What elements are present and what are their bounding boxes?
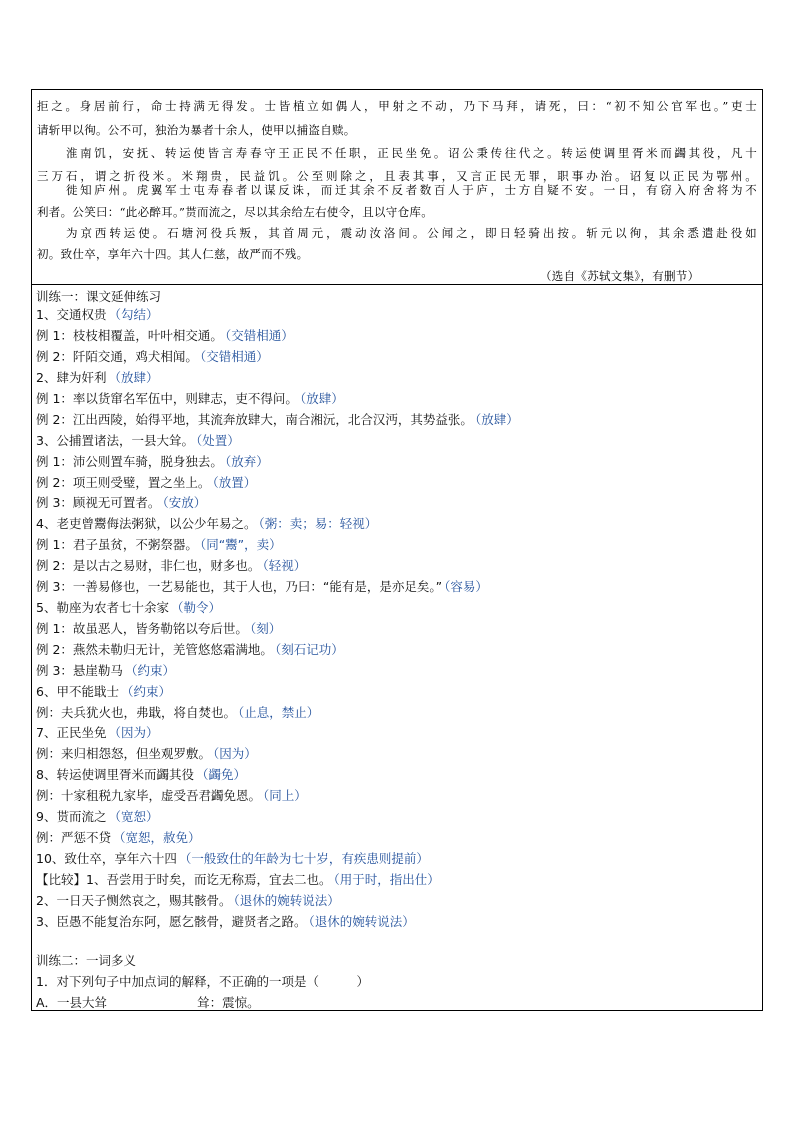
passage-line: 拒之。身居前行，命士持满无得发。士皆植立如偶人，甲射之不动，乃下马拜，请死，曰：“初不知公官军也。”吏士 xyxy=(37,99,757,113)
exercise-line: 10、致仕卒，享年六十四 （一般致仕的年龄为七十岁，有疾患则提前） xyxy=(36,851,429,866)
training2-option-a: A．一县大耸 耸：震惊。 xyxy=(36,995,260,1010)
exercise-line: 例 1：枝枝相覆盖，叶叶相交通。 （交错相通） xyxy=(36,328,294,343)
exercise-line: 例：严惩不贷 （宽恕，赦免） xyxy=(36,830,201,845)
passage-line: 请斩甲以徇。公不可，独治为暴者十余人，使甲以捕盗自赎。 xyxy=(37,123,356,137)
exercise-line: 4、老吏曾鬻侮法粥狱，以公少年易之。 （粥：卖；易：轻视） xyxy=(36,516,378,531)
exercise-line: 1、交通权贵 （勾结） xyxy=(36,307,159,322)
exercise-line: 例 2：江出西陵，始得平地，其流奔放肆大，南合湘沅，北合汉沔，其势益张。 （放肆） xyxy=(36,412,519,427)
exercise-line: 9、贳而流之 （宽恕） xyxy=(36,809,159,824)
exercise-line: 例 3：一善易修也，一艺易能也，其于人也，乃曰：“能有是，是亦足矣。” （容易） xyxy=(36,579,488,594)
section-divider xyxy=(31,284,763,285)
exercise-line: 例 2：阡陌交通，鸡犬相闻。 （交错相通） xyxy=(36,349,269,364)
exercise-line: 例 2：是以古之易财，非仁也，财多也。 （轻视） xyxy=(36,558,307,573)
exercise-line: 例 1：君子虽贫，不粥祭器。 （同“鬻”，卖） xyxy=(36,537,282,552)
exercise-line: 【比较】1、吾尝用于时矣，而讫无称焉，宜去二也。 （用于时，指出仕） xyxy=(36,872,440,887)
exercise-line: 3、臣愚不能复治东阿，愿乞骸骨，避贤者之路。 （退休的婉转说法） xyxy=(36,914,415,929)
passage-line: 徙知庐州。虎翼军士屯寿春者以谋反诛，而迁其余不反者数百人于庐，士方自疑不安。一日，有窃入府舍将为不 xyxy=(66,183,757,197)
exercise-line: 8、转运使调里胥米而蠲其役 （蠲免） xyxy=(36,767,246,782)
exercise-line: 例：十家租税九家毕，虚受吾君蠲免恩。 （同上） xyxy=(36,788,307,803)
passage-line: 三万石，谓之折役米。米翔贵，民益饥。公至则除之，且表其事，又言正民无罪，职事办治。诏复以正民为鄂州。 xyxy=(37,169,757,183)
exercise-line: 例 1：率以货窜名军伍中，则肆志，吏不得问。 （放肆） xyxy=(36,391,344,406)
exercise-line: 例 2：项王则受璧，置之坐上。 （放置） xyxy=(36,475,257,490)
passage-line: 初。致仕卒，享年六十四。其人仁慈，故严而不残。 xyxy=(37,247,309,261)
exercise-line: 2、一日天子恻然哀之，赐其骸骨。 （退休的婉转说法） xyxy=(36,893,340,908)
exercise-line: 例：夫兵犹火也，弗戢，将自焚也。 （止息，禁止） xyxy=(36,705,320,720)
exercise-line: 5、勒座为农者七十余家 （勒令） xyxy=(36,600,221,615)
exercise-line: 例 1：沛公则置车骑，脱身独去。 （放弃） xyxy=(36,454,269,469)
exercise-line: 训练一：课文延伸练习 xyxy=(36,289,162,304)
training2-title: 训练二：一词多义 xyxy=(36,953,137,968)
exercise-line: 例 1：故虽恶人，皆务勒铭以夸后世。 （刻） xyxy=(36,621,282,636)
exercise-line: 例：来归相怨怒，但坐观罗敷。 （因为） xyxy=(36,746,257,761)
exercise-line: 7、正民坐免 （因为） xyxy=(36,725,159,740)
exercise-line: 例 2：燕然未勒归无计，羌管悠悠霜满地。 （刻石记功） xyxy=(36,642,344,657)
exercise-line: 例 3：悬崖勒马 （约束） xyxy=(36,663,175,678)
exercise-line: 6、甲不能戢士 （约束） xyxy=(36,684,171,699)
training2-question: 1．对下列句子中加点词的解释，不正确的一项是（ ） xyxy=(36,974,369,989)
exercise-line: 例 3：顾视无可置者。 （安放） xyxy=(36,495,207,510)
exercise-line: 3、公捕置诸法，一县大耸。 （处置） xyxy=(36,433,240,448)
passage-line: 利者。公笑曰：“此必醉耳。”贳而流之，尽以其余给左右使令，且以守仓库。 xyxy=(37,205,434,219)
passage-line: 淮南饥，安抚、转运使皆言寿春守王正民不任职，正民坐免。诏公秉传往代之。转运使调里胥米而蠲其役，凡十 xyxy=(66,146,757,160)
passage-line: 为京西转运使。石塘河役兵叛，其首周元，震动汝洛间。公闻之，即日轻骑出按。斩元以徇，其余悉遣赴役如 xyxy=(66,226,757,240)
passage-source: （选自《苏轼文集》，有删节） xyxy=(540,269,700,283)
exercise-line: 2、肆为奸利 （放肆） xyxy=(36,370,159,385)
